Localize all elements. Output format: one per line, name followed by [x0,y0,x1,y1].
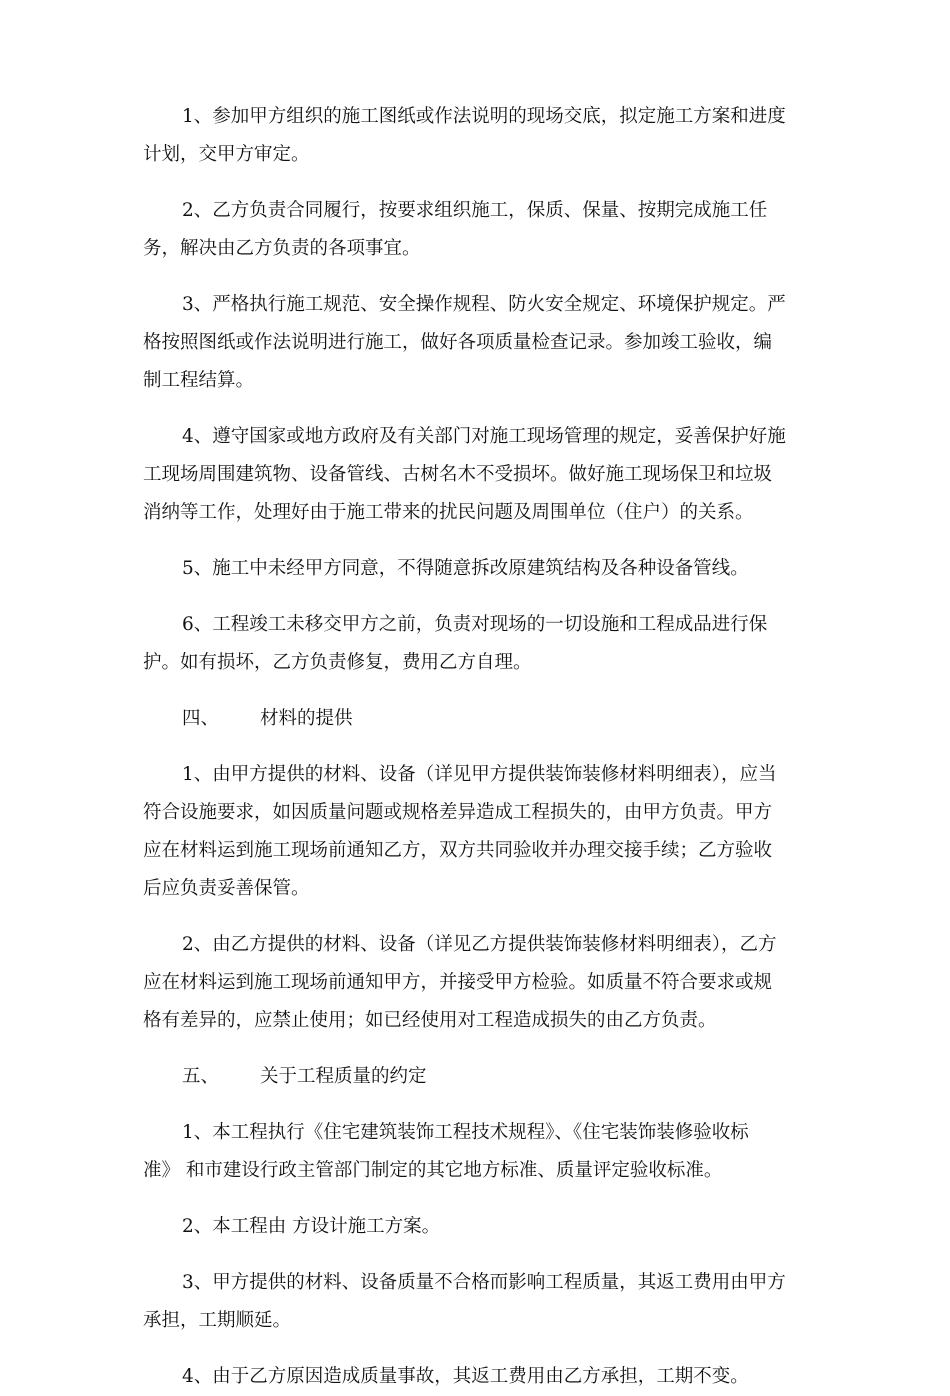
text-line: 4、由于乙方原因造成质量事故，其返工费用由乙方承担，工期不变。 [182,1366,749,1387]
text-line: 务，解决由乙方负责的各项事宜。 [143,238,421,259]
text-line: 2、由乙方提供的材料、设备（详见乙方提供装饰装修材料明细表），乙方 [182,934,777,955]
text-line: 计划，交甲方审定。 [143,144,310,165]
text-line: 3、严格执行施工规范、安全操作规程、防火安全规定、环境保护规定。严 [182,294,786,315]
paragraph-2 [143,192,807,268]
paragraph-quality-4 [143,1358,807,1396]
text-line: 6、工程竣工未移交甲方之前，负责对现场的一切设施和工程成品进行保 [182,614,768,635]
text-line: 5、施工中未经甲方同意，不得随意拆改原建筑结构及各种设备管线。 [182,558,749,579]
heading-number: 五、 [182,1066,220,1087]
text-line: 3、甲方提供的材料、设备质量不合格而影响工程质量，其返工费用由甲方 [182,1272,786,1293]
text-line: 格按照图纸或作法说明进行施工，做好各项质量检查记录。参加竣工验收，编 [143,332,773,353]
text-line: 1、本工程执行《住宅建筑装饰工程技术规程》、《住宅装饰装修验收标 [182,1122,749,1143]
text-line: 符合设施要求，如因质量问题或规格差异造成工程损失的，由甲方负责。甲方 [143,802,773,823]
paragraph-materials-1 [143,756,807,908]
section-heading-quality [143,1058,807,1096]
text-line: 应在材料运到施工现场前通知甲方，并接受甲方检验。如质量不符合要求或规 [143,972,773,993]
text-line: 消纳等工作，处理好由于施工带来的扰民问题及周围单位（住户）的关系。 [143,502,754,523]
heading-title: 关于工程质量的约定 [260,1066,427,1087]
paragraph-materials-2 [143,926,807,1040]
text-line: 格有差异的，应禁止使用；如已经使用对工程造成损失的由乙方负责。 [143,1010,717,1031]
paragraph-5 [143,550,807,588]
paragraph-quality-2 [143,1208,807,1246]
text-line: 准》 和市建设行政主管部门制定的其它地方标准、质量评定验收标准。 [143,1160,723,1181]
paragraph-6 [143,606,807,682]
heading-title: 材料的提供 [260,708,353,729]
text-line: 承担，工期顺延。 [143,1310,292,1331]
text-line: 1、由甲方提供的材料、设备（详见甲方提供装饰装修材料明细表），应当 [182,764,777,785]
text-line: 制工程结算。 [143,370,255,391]
paragraph-quality-1 [143,1114,807,1190]
section-heading-materials [143,700,807,738]
text-line: 2、乙方负责合同履行，按要求组织施工，保质、保量、按期完成施工任 [182,200,768,221]
text-line: 后应负责妥善保管。 [143,878,310,899]
text-line: 1、参加甲方组织的施工图纸或作法说明的现场交底，拟定施工方案和进度 [182,106,786,127]
paragraph-3 [143,286,807,400]
text-line: 护。如有损坏，乙方负责修复，费用乙方自理。 [143,652,532,673]
text-line: 4、遵守国家或地方政府及有关部门对施工现场管理的规定，妥善保护好施 [182,426,786,447]
heading-number: 四、 [182,708,220,729]
paragraph-1 [143,98,807,174]
text-line: 2、本工程由 方设计施工方案。 [182,1216,441,1237]
text-line: 工现场周围建筑物、设备管线、古树名木不受损坏。做好施工现场保卫和垃圾 [143,464,773,485]
document-page [143,98,807,1396]
paragraph-quality-3 [143,1264,807,1340]
text-line: 应在材料运到施工现场前通知乙方，双方共同验收并办理交接手续；乙方验收 [143,840,773,861]
paragraph-4 [143,418,807,532]
